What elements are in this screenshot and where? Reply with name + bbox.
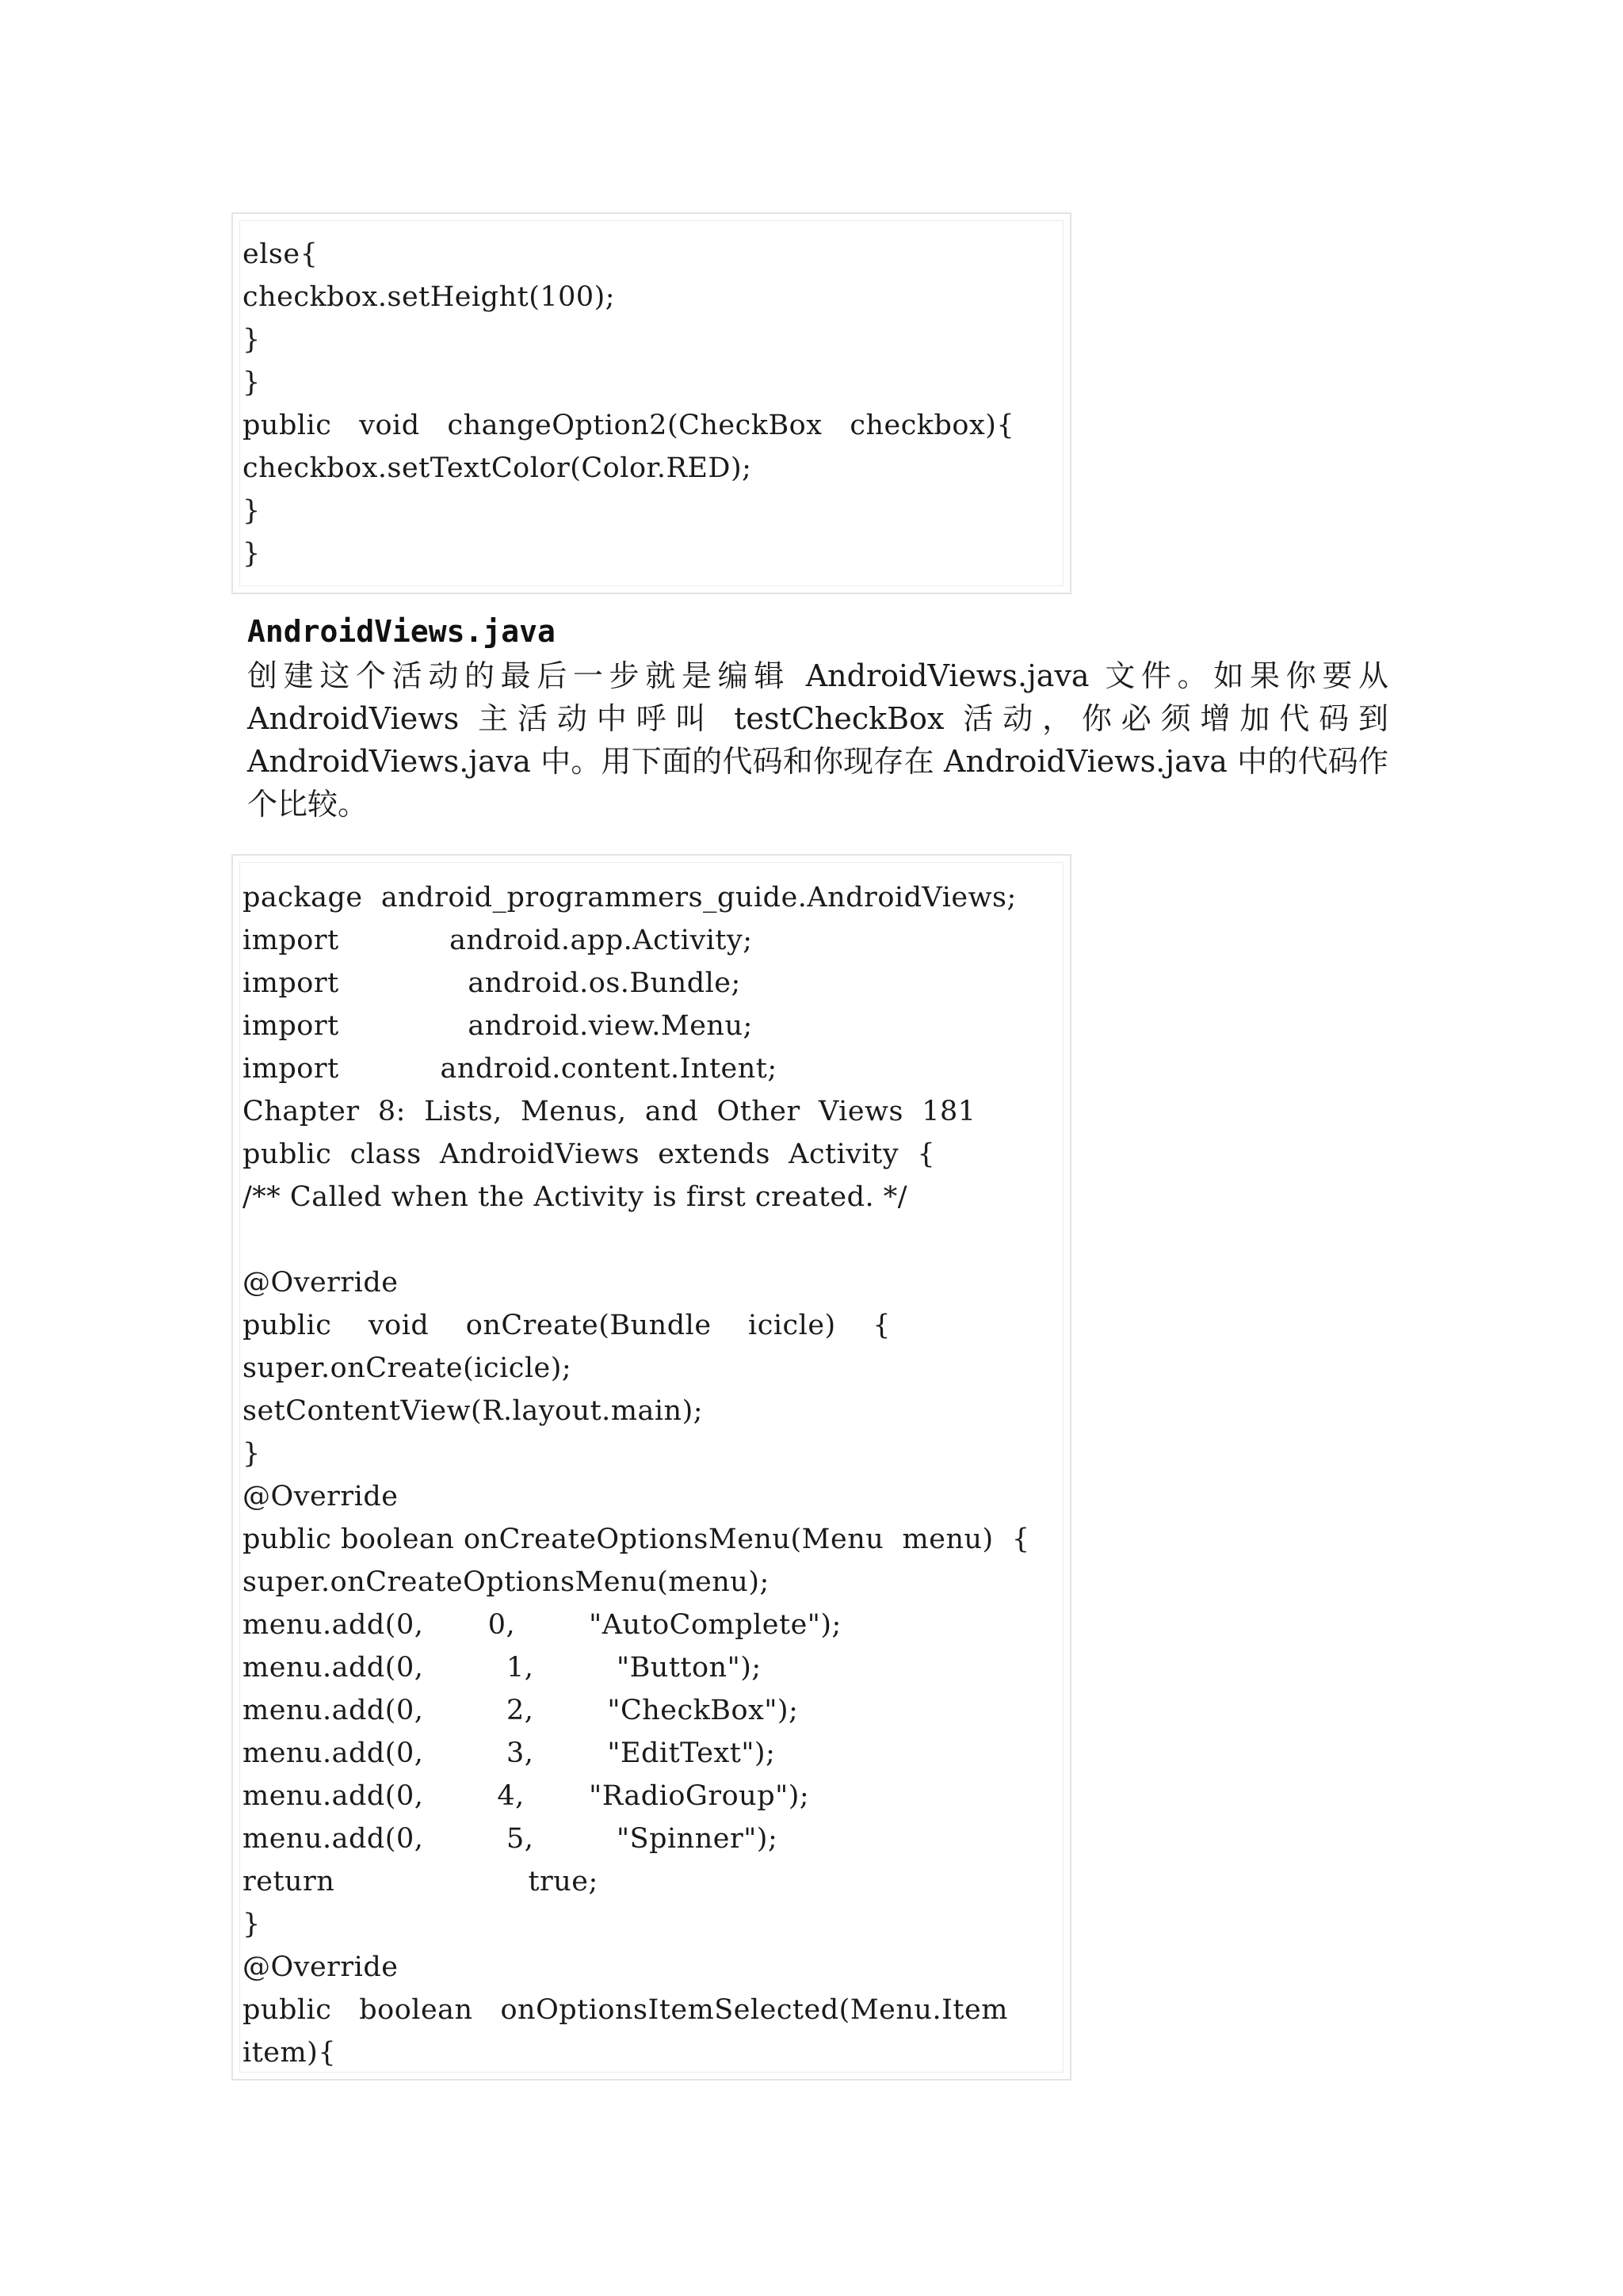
- code-line: }: [242, 1909, 261, 1940]
- code-line: super.onCreate(icicle);: [242, 1352, 572, 1384]
- code-line: menu.add(0, 2, "CheckBox");: [242, 1695, 799, 1726]
- code-line: @Override: [242, 1951, 399, 1983]
- code-line: }: [242, 495, 261, 527]
- code-line: item){: [242, 2037, 337, 2069]
- code-line: checkbox.setHeight(100);: [242, 281, 616, 313]
- code-line: super.onCreateOptionsMenu(menu);: [242, 1566, 769, 1598]
- code-line: import android.os.Bundle;: [242, 967, 741, 999]
- code-line: menu.add(0, 1, "Button");: [242, 1652, 762, 1684]
- code-line: public boolean onOptionsItemSelected(Menu.Item: [242, 1994, 1008, 2026]
- code-line: import android.content.Intent;: [242, 1053, 777, 1085]
- code-line: import android.view.Menu;: [242, 1010, 753, 1042]
- code-line: menu.add(0, 3, "EditText");: [242, 1737, 776, 1769]
- code-line: @Override: [242, 1481, 399, 1512]
- code-line: setContentView(R.layout.main);: [242, 1395, 704, 1427]
- code-line: return true;: [242, 1866, 598, 1897]
- code-line: /** Called when the Activity is first created. */: [242, 1181, 908, 1213]
- code-block-2: [231, 854, 1071, 2081]
- code-line: }: [242, 324, 261, 356]
- code-line: menu.add(0, 5, "Spinner");: [242, 1823, 778, 1855]
- code-line: package android_programmers_guide.AndroidViews;: [242, 882, 1017, 913]
- code-line: }: [242, 1438, 261, 1470]
- code-line: public boolean onCreateOptionsMenu(Menu menu) {: [242, 1524, 1030, 1555]
- code-line: menu.add(0, 0, "AutoComplete");: [242, 1609, 842, 1641]
- code-line: import android.app.Activity;: [242, 925, 753, 956]
- code-line: menu.add(0, 4, "RadioGroup");: [242, 1780, 810, 1812]
- body-paragraph: 创建这个活动的最后一步就是编辑 AndroidViews.java 文件。如果你要从 AndroidViews 主活动中呼叫 testCheckBox 活动，你必须增加代码到 AndroidViews.java 中。用下面的代码和你现存在 AndroidViews.java 中的代码作个比较。: [247, 658, 1388, 822]
- code-line: public void onCreate(Bundle icicle) {: [242, 1310, 891, 1341]
- section-heading: AndroidViews.java: [247, 614, 556, 649]
- code-line: public class AndroidViews extends Activity {: [242, 1138, 936, 1170]
- code-line: }: [242, 538, 261, 570]
- code-line: Chapter 8: Lists, Menus, and Other Views 181: [242, 1096, 976, 1127]
- code-line: checkbox.setTextColor(Color.RED);: [242, 452, 752, 484]
- code-line: @Override: [242, 1267, 399, 1299]
- code-line: else{: [242, 238, 319, 270]
- code-line: public void changeOption2(CheckBox checkbox){: [242, 410, 1015, 441]
- code-block-1: [231, 212, 1071, 594]
- code-line: }: [242, 367, 261, 399]
